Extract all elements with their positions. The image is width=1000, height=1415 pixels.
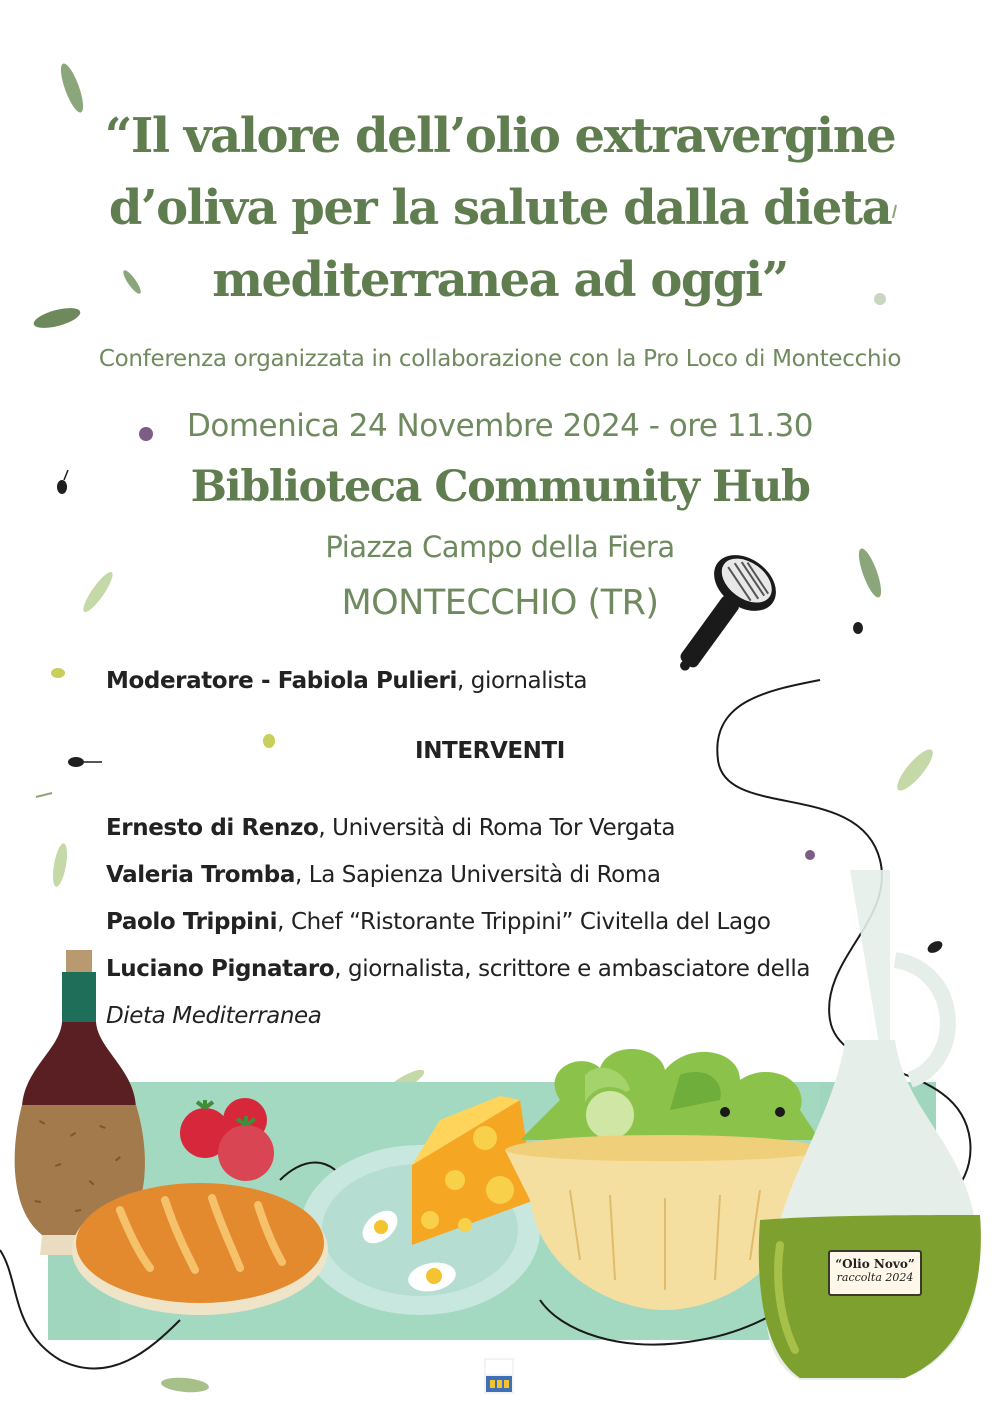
speaker-name: Luciano Pignataro [106, 956, 335, 982]
oil-label-harvest: raccolta 2024 [836, 1271, 914, 1284]
pro-loco-logo [484, 1358, 514, 1394]
venue-address: Piazza Campo della Fiera [325, 530, 675, 564]
speaker-affiliation: , Università di Roma Tor Vergata [318, 815, 676, 841]
speaker-name: Ernesto di Renzo [106, 815, 319, 841]
moderator-name: Moderatore - Fabiola Pulieri [106, 668, 457, 694]
oil-label-title: “Olio Novo” [835, 1257, 915, 1271]
interventi-heading: INTERVENTI [415, 738, 565, 764]
speaker-item [106, 899, 846, 946]
conference-subtitle: Conferenza organizzata in collaborazione con la Pro Loco di Montecchio [98, 346, 902, 372]
oil-bottle-label [828, 1250, 922, 1296]
venue-name: Biblioteca Community Hub [190, 462, 810, 512]
venue-city: MONTECCHIO (TR) [341, 583, 659, 623]
title-line-2: d’oliva per la salute dalla dieta [108, 180, 892, 236]
speaker-affiliation: , La Sapienza Università di Roma [294, 862, 661, 888]
speaker-list [106, 805, 846, 1040]
speaker-name: Valeria Tromba [106, 862, 295, 888]
speaker-item [106, 946, 846, 993]
speaker-item [106, 852, 846, 899]
speaker-item [106, 805, 846, 852]
event-title [60, 100, 940, 316]
moderator-line [106, 668, 587, 694]
title-line-1: “Il valore dell’olio extravergine [104, 108, 896, 164]
event-datetime: Domenica 24 Novembre 2024 - ore 11.30 [187, 408, 813, 444]
speaker-affiliation-continued: Dieta Mediterranea [106, 1003, 322, 1029]
moderator-role: , giornalista [456, 668, 588, 694]
title-line-3: mediterranea ad oggi” [212, 252, 788, 308]
speaker-name: Paolo Trippini [106, 909, 278, 935]
speaker-affiliation: , Chef “Ristorante Trippini” Civitella del Lago [277, 909, 771, 935]
bread-icon [72, 1183, 328, 1315]
speaker-affiliation: , giornalista, scrittore e ambasciatore della [334, 956, 811, 982]
